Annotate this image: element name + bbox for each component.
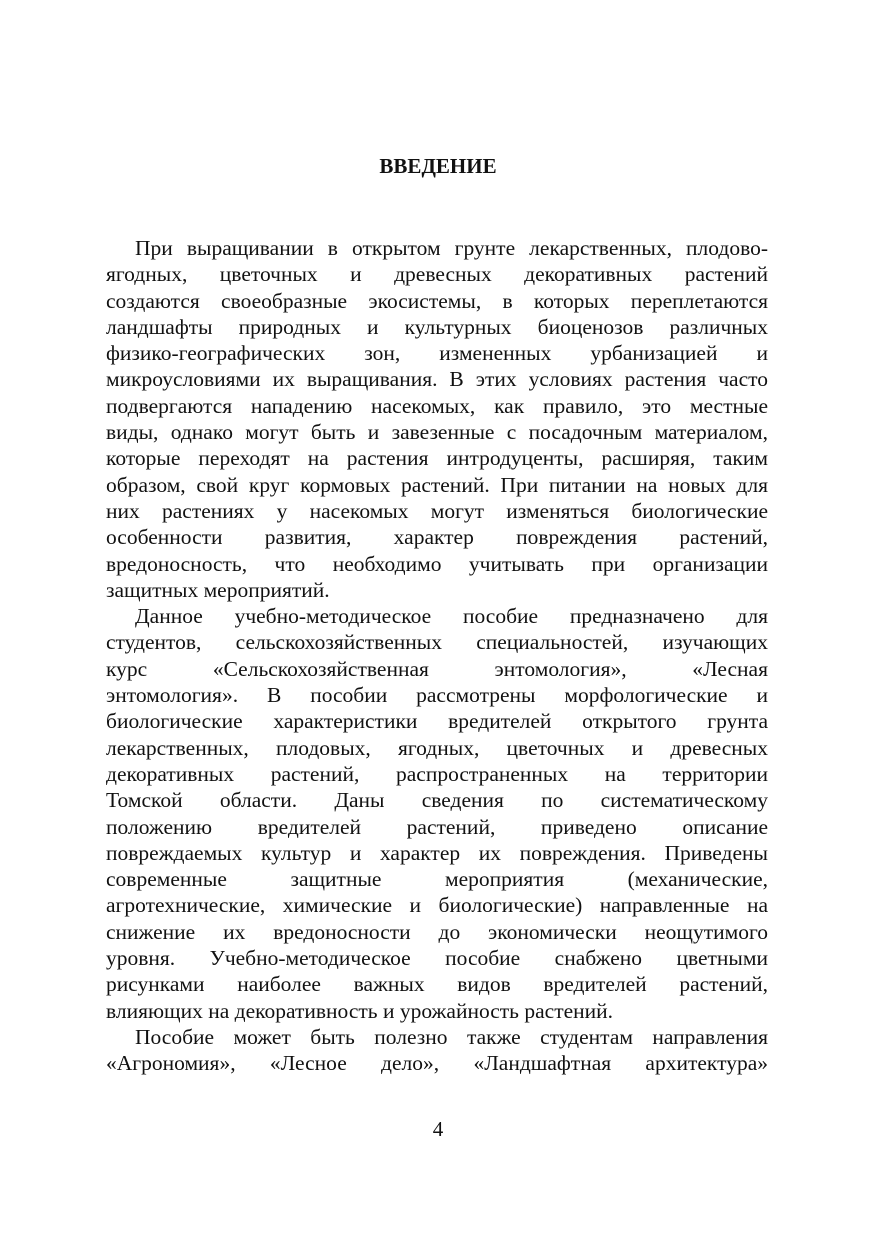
paragraph-2: [106, 603, 768, 1024]
text-line: создаются своеобразные экосистемы, в которых переплетаются: [106, 288, 768, 313]
text-line: образом, свой круг кормовых растений. При питании на новых для: [106, 472, 768, 497]
text-line: физико-географических зон, измененных урбанизацией и: [106, 341, 768, 366]
text-line: ландшафты природных и культурных биоценозов различных: [106, 314, 768, 339]
paragraph-3: [106, 1024, 768, 1077]
page-number: 4: [432, 1117, 444, 1141]
text-line: вредоносность, что необходимо учитывать при организации: [106, 551, 768, 576]
text-line: повреждаемых культур и характер их повреждения. Приведены: [106, 840, 768, 865]
text-line: влияющих на декоративность и урожайность растений.: [106, 998, 614, 1023]
text-line: Данное учебно-методическое пособие предназначено для: [135, 604, 768, 629]
text-line: «Агрономия», «Лесное дело», «Ландшафтная архитектура»: [106, 1051, 768, 1076]
text-line: Пособие может быть полезно также студентам направления: [135, 1024, 768, 1049]
text-line: курс «Сельскохозяйственная энтомология», «Лесная: [106, 656, 768, 681]
text-line: лекарственных, плодовых, ягодных, цветочных и древесных: [106, 735, 768, 760]
text-line: рисунками наиболее важных видов вредителей растений,: [106, 972, 768, 997]
text-line: особенности развития, характер повреждения растений,: [106, 525, 768, 550]
text-line: студентов, сельскохозяйственных специальностей, изучающих: [106, 630, 768, 655]
text-line: уровня. Учебно-методическое пособие снабжено цветными: [106, 946, 768, 971]
text-line: биологические характеристики вредителей открытого грунта: [106, 709, 768, 734]
page-title: ВВЕДЕНИЕ: [379, 154, 497, 178]
text-line: положению вредителей растений, приведено описание: [106, 814, 768, 839]
text-line: защитных мероприятий.: [106, 577, 330, 602]
text-line: энтомология». В пособии рассмотрены морфологические и: [106, 683, 768, 708]
text-line: снижение их вредоносности до экономически неощутимого: [106, 919, 768, 944]
text-line: микроусловиями их выращивания. В этих условиях растения часто: [106, 367, 768, 392]
paragraph-1: [106, 235, 768, 603]
text-line: ягодных, цветочных и древесных декоративных растений: [106, 262, 768, 287]
text-line: современные защитные мероприятия (механические,: [106, 867, 768, 892]
text-line: декоративных растений, распространенных на территории: [106, 761, 768, 786]
body-text: [106, 235, 768, 1077]
text-line: виды, однако могут быть и завезенные с посадочным материалом,: [106, 420, 768, 445]
text-line: них растениях у насекомых могут изменяться биологические: [106, 498, 768, 523]
text-line: При выращивании в открытом грунте лекарственных, плодово-: [135, 236, 768, 260]
text-line: Томской области. Даны сведения по систематическому: [106, 788, 768, 813]
text-line: агротехнические, химические и биологические) направленные на: [106, 893, 768, 918]
text-line: подвергаются нападению насекомых, как правило, это местные: [106, 393, 768, 418]
text-line: которые переходят на растения интродуценты, расширяя, таким: [106, 446, 768, 471]
